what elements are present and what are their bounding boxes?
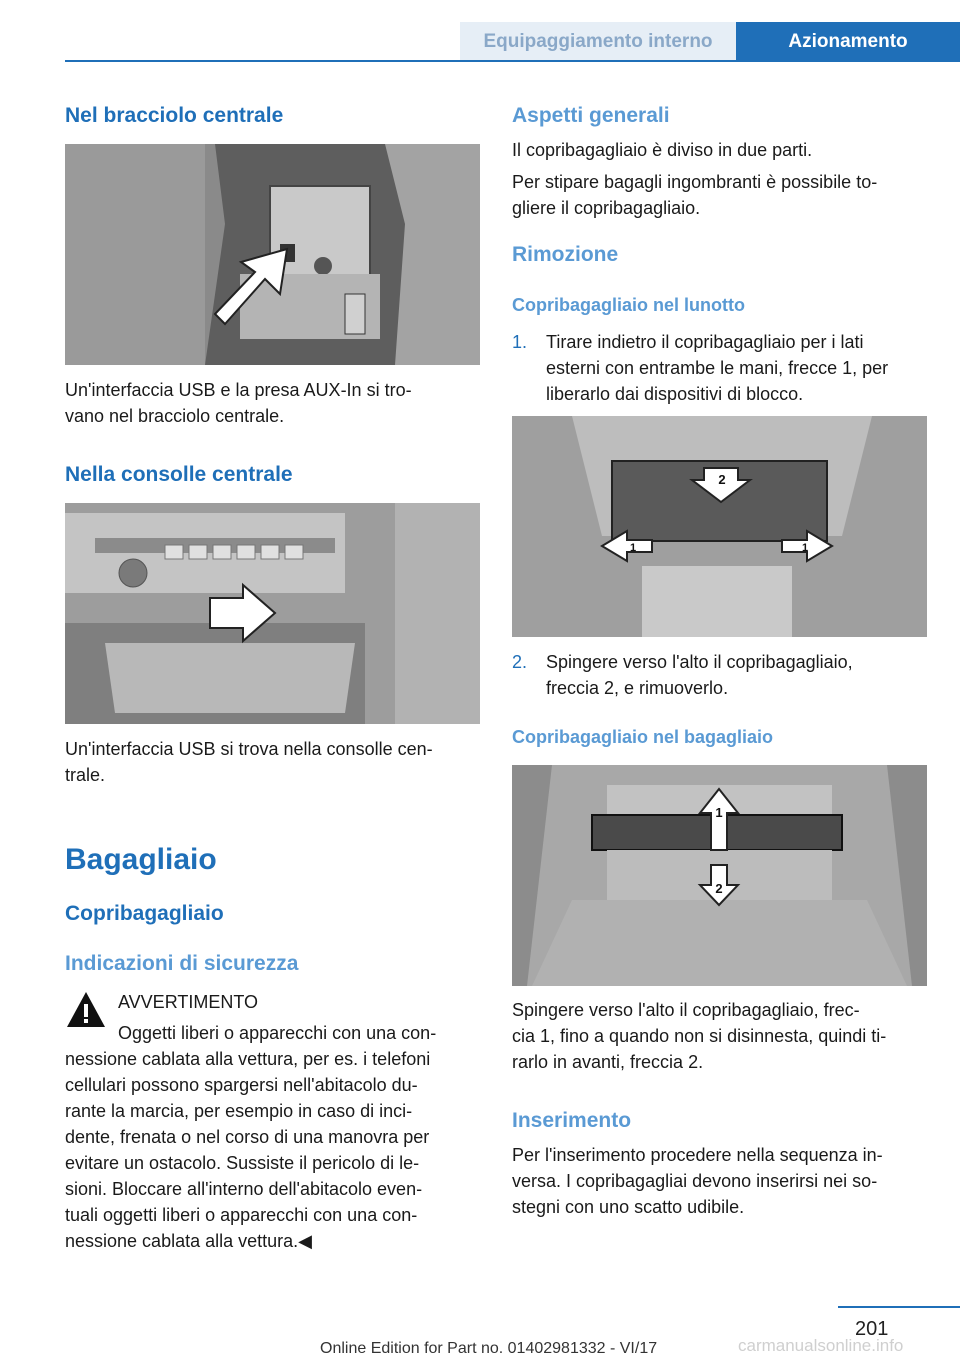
- section-tab: Equipaggiamento interno: [460, 22, 736, 62]
- trunk-cover-line: rarlo in avanti, freccia 2.: [512, 1052, 704, 1072]
- warning-line: nessione cablata alla vettura, per es. i telefoni: [65, 1049, 431, 1069]
- figure-label: 2: [715, 881, 723, 896]
- page-number: 201: [855, 1318, 889, 1340]
- step-number: 2.: [512, 652, 528, 672]
- general-paragraph-1: Il copribagagliaio è diviso in due parti.: [512, 140, 813, 160]
- step-number: 1.: [512, 332, 528, 352]
- step-text-line: Tirare indietro il copribagagliaio per i lati: [546, 332, 864, 352]
- warning-line: tuali oggetti liberi o apparecchi con una con‐: [65, 1205, 418, 1225]
- general-heading: Aspetti generali: [512, 104, 670, 127]
- cover-heading: Copribagagliaio: [65, 902, 224, 925]
- insert-heading: Inserimento: [512, 1109, 632, 1132]
- warning-line: evitare un ostacolo. Sussiste il pericolo di le‐: [65, 1153, 420, 1173]
- console-heading: Nella consolle centrale: [65, 463, 293, 486]
- armrest-figure: [65, 144, 480, 365]
- insert-line: versa. I copribagagliai devono inserirsi nei so‐: [512, 1171, 878, 1191]
- trunk-cover-line: Spingere verso l'alto il copribagagliaio, frec‐: [512, 1000, 860, 1020]
- trunk-heading: Bagagliaio: [65, 843, 217, 876]
- warning-icon: [65, 990, 107, 1030]
- chapter-tab: Azionamento: [736, 22, 960, 62]
- figure-label: 2: [718, 472, 726, 487]
- step-text-line: liberarlo dai dispositivi di blocco.: [546, 384, 804, 404]
- figure-label: 1: [630, 542, 637, 554]
- warning-line: cellulari possono spargersi nell'abitacolo du‐: [65, 1075, 418, 1095]
- trunk-cover-figure: [512, 765, 927, 986]
- warning-line: dente, frenata o nel corso di una manovra per: [65, 1127, 430, 1147]
- step-1: [512, 330, 932, 408]
- warning-line: Oggetti liberi o apparecchi con una con‐: [118, 1023, 437, 1043]
- armrest-caption-line-2: vano nel bracciolo centrale.: [65, 406, 285, 426]
- step-2: [512, 650, 932, 702]
- step-text-line: esterni con entrambe le mani, frecce 1, per: [546, 358, 889, 378]
- armrest-caption-line-1: Un'interfaccia USB e la presa AUX-In si tro‐: [65, 380, 412, 400]
- rear-window-heading: Copribagagliaio nel lunotto: [512, 295, 745, 315]
- safety-heading: Indicazioni di sicurezza: [65, 952, 299, 975]
- insert-line: Per l'inserimento procedere nella sequenza in‐: [512, 1145, 883, 1165]
- trunk-cover-line: cia 1, fino a quando non si disinnesta, quindi ti‐: [512, 1026, 887, 1046]
- insert-line: stegni con uno scatto udibile.: [512, 1197, 745, 1217]
- warning-title: AVVERTIMENTO: [118, 992, 259, 1012]
- warning-line: nessione cablata alla vettura.◀: [65, 1231, 312, 1251]
- watermark: carmanualsonline.info: [738, 1336, 904, 1355]
- general-paragraph-2-line-2: gliere il copribagagliaio.: [512, 198, 701, 218]
- step-text-line: freccia 2, e rimuoverlo.: [546, 678, 729, 698]
- edition-note: Online Edition for Part no. 01402981332 - VI/17: [320, 1340, 658, 1357]
- warning-line: sioni. Bloccare all'interno dell'abitacolo even‐: [65, 1179, 423, 1199]
- console-figure: [65, 503, 480, 724]
- header-rule: [65, 60, 960, 62]
- armrest-heading: Nel bracciolo centrale: [65, 104, 284, 127]
- console-caption-line-1: Un'interfaccia USB si trova nella consolle cen‐: [65, 739, 433, 759]
- rear-window-cover-figure: [512, 416, 927, 637]
- general-paragraph-2-line-1: Per stipare bagagli ingombranti è possibile to‐: [512, 172, 878, 192]
- step-text-line: Spingere verso l'alto il copribagagliaio,: [546, 652, 853, 672]
- console-caption-line-2: trale.: [65, 765, 106, 785]
- figure-label: 1: [715, 805, 723, 820]
- footer-rule: [838, 1306, 960, 1308]
- trunk-cover-heading: Copribagagliaio nel bagagliaio: [512, 727, 774, 747]
- figure-label: 1: [802, 542, 809, 554]
- warning-line: rante la marcia, per esempio in caso di inci‐: [65, 1101, 413, 1121]
- removal-heading: Rimozione: [512, 243, 619, 266]
